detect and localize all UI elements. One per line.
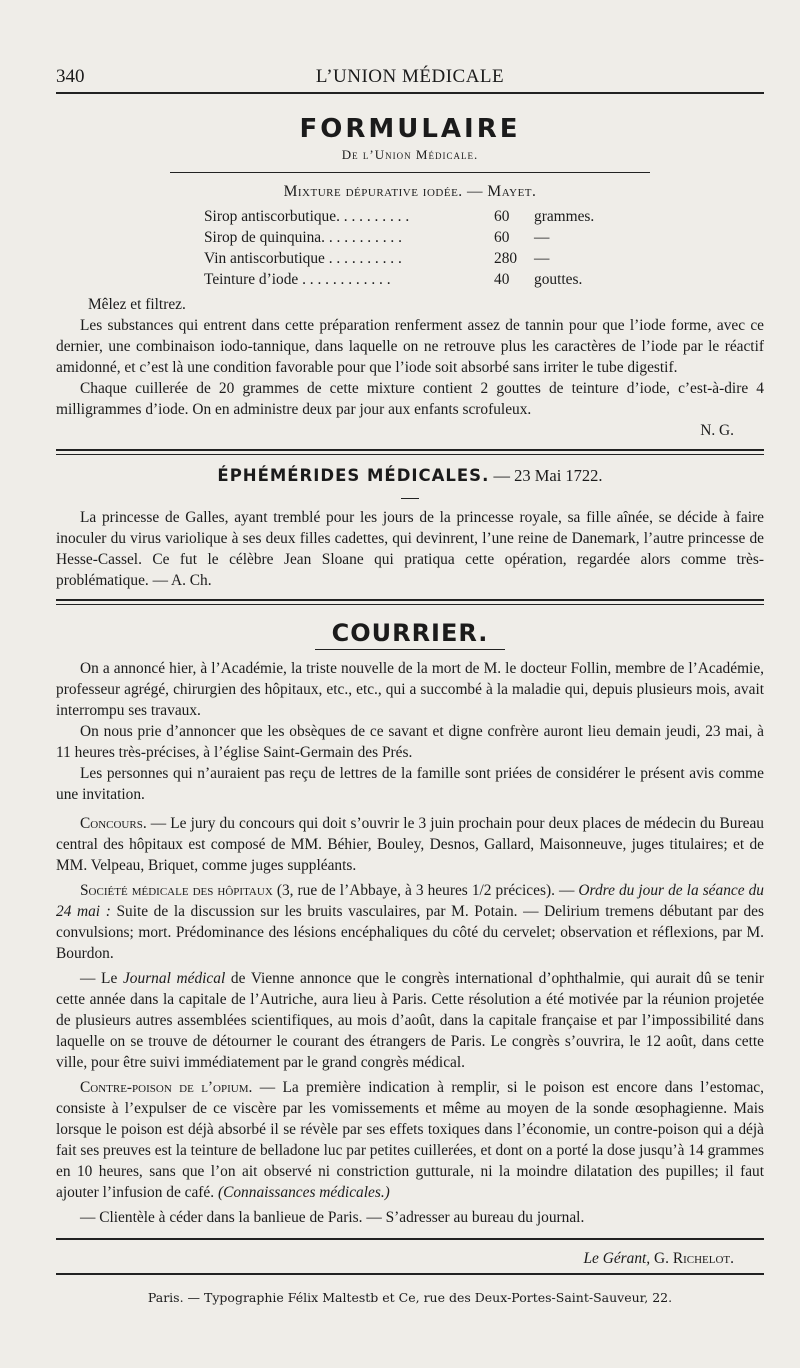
ingredient-unit: gouttes. (534, 271, 583, 288)
formulaire-subtitle: De l’Union Médicale. (341, 147, 479, 162)
societe-text: Suite de la discussion sur les bruits vasculaires, par M. Potain. — Delirium tremens débutant par des convulsions; mort. Prédominance des lésions encéphaliques du côté du cervelet; observation et réflexions, par M. Bourdon. (56, 903, 764, 962)
recipe-title: Mixture dépurative iodée. — Mayet. (283, 183, 537, 200)
ingredient-name: Sirop de quinquina. . . . . . . . . . . (204, 229, 402, 246)
ingredient-name: Teinture d’iode . . . . . . . . . . . . (204, 271, 391, 288)
ingredient-qty: 280 (494, 250, 518, 267)
societe-ordre: Ordre du jour de la séance du 24 mai : (56, 882, 765, 920)
page-number: 340 (56, 66, 85, 87)
ingredient-row (204, 248, 624, 269)
ingredient-qty: 40 (494, 271, 510, 288)
divider (401, 498, 419, 499)
journal-name: Journal médical (122, 970, 226, 987)
ingredient-row (204, 227, 624, 248)
paragraph: On nous prie d’annoncer que les obsèques de ce savant et digne confrère auront lieu demain jeudi, 23 mai, à 11 heures très-précises, à l’église Saint-Germain des Prés. (56, 723, 764, 761)
paragraph (56, 880, 764, 964)
ingredient-row (204, 269, 624, 290)
ingredient-name: Vin antiscorbutique . . . . . . . . . . (204, 250, 402, 267)
ingredient-unit: — (534, 229, 550, 246)
gerant-line (56, 1248, 764, 1269)
page-header (56, 62, 764, 94)
paragraph: On a annoncé hier, à l’Académie, la triste nouvelle de la mort de M. le docteur Follin, membre de l’Académie, professeur agrégé, chirurgien des hôpitaux, etc., etc., qui a succombé à la maladie qui, depuis plusieurs mois, avait interrompu ses travaux. (56, 660, 764, 719)
gerant-name: G. Richelot. (650, 1250, 734, 1267)
ingredient-name: Sirop antiscorbutique. . . . . . . . . . (204, 208, 410, 225)
journal-title: L’UNION MÉDICALE (315, 66, 505, 87)
journal-text: de Vienne annonce que le congrès international d’ophthalmie, qui aurait dû se tenir cette année dans la capitale de l’Autriche, aura lieu à Paris. Cette résolution a été motivée par la réunion projetée de plusieurs autres assemblées scientifiques, au mois d’août, dans la capitale française et par l’impossibilité dans laquelle on se trouve de détourner le courant des étrangers de Paris. Le congrès s’ouvrira, le 12 août, dans cette ville, pour être suivi immédiatement par le grand congrès médical. (56, 970, 764, 1071)
paragraph (56, 1077, 764, 1203)
poison-source: (Connaissances médicales.) (217, 1184, 390, 1201)
footer-divider (56, 1273, 764, 1275)
divider (170, 172, 650, 173)
ephemerides-heading (56, 465, 764, 486)
paragraph: La princesse de Galles, ayant tremblé pour les jours de la princesse royale, sa fille aînée, se décide à faire inoculer du virus variolique à ses deux filles cadettes, qui devinrent, l’une reine de Danemark, l’autre princesse de Hesse-Cassel. Ce fut le célèbre Jean Sloane qui pratiqua cette opération, regardée alors comme très-problématique. — A. Ch. (56, 509, 764, 589)
footer-divider (56, 1238, 764, 1240)
ingredient-unit: — (534, 250, 550, 267)
poison-label: Contre-poison de l’opium. (80, 1079, 253, 1096)
paragraph: — Clientèle à céder dans la banlieue de Paris. — S’adresser au bureau du journal. (80, 1209, 585, 1226)
recipe-ingredients (204, 206, 624, 290)
poison-text: — La première indication à remplir, si le poison est encore dans l’estomac, consiste à l’expulser de ce viscère par les vomissements et même au moyen de la sonde œsophagienne. Mais lorsque le poison est déjà absorbé il se révèle par ses effets toxiques dans l’économie, un contre-poison qui a déjà fait ses preuves est la teinture de belladone luc par petites cuillerées, et dont on a porté la dose jusqu’à 14 grammes en 10 heures, sans que l’on ait observé ni constriction gutturale, ni la moindre dilatation des pupilles; il faut ajouter l’infusion de café. (56, 1079, 764, 1201)
ingredient-qty: 60 (494, 208, 510, 225)
spacer (56, 805, 764, 813)
printer-imprint: Paris. — Typographie Félix Maltestb et Ce, rue des Deux-Portes-Saint-Sauveur, 22. (147, 1290, 673, 1305)
paragraph (56, 813, 764, 876)
paragraph: Les substances qui entrent dans cette préparation renferment assez de tannin pour que l’iode forme, avec ce dernier, une combinaison iodo-tannique, dans laquelle on ne retrouve plus les caractères de l’iode par le réactif amidonné, et c’est là une condition favorable pour que l’iode soit absorbé sans irriter le tube digestif. (56, 317, 764, 376)
gerant-label: Le Gérant, (583, 1250, 651, 1267)
paragraph: Les personnes qui n’auraient pas reçu de lettres de la famille sont priées de considérer le présent avis comme une invitation. (56, 765, 764, 803)
societe-text: (3, rue de l’Abbaye, à 3 heures 1/2 précices). — (272, 882, 579, 899)
page-content (56, 62, 764, 1308)
ingredient-row (204, 206, 624, 227)
ingredient-unit: grammes. (534, 208, 595, 225)
paragraph: Chaque cuillerée de 20 grammes de cette mixture contient 2 gouttes de teinture d’iode, c’est-à-dire 4 milligrammes d’iode. On en administre deux par jour aux enfants scrofuleux. (56, 380, 764, 418)
ephemerides-title: ÉPHÉMÉRIDES MÉDICALES. (217, 466, 490, 485)
section-divider (56, 449, 764, 455)
spacer (56, 650, 764, 658)
signature: N. G. (700, 422, 734, 439)
journal-pre: — Le (80, 970, 123, 987)
paragraph (56, 968, 764, 1073)
concours-label: Concours. (80, 815, 147, 832)
societe-label: Société médicale des hôpitaux (80, 882, 273, 899)
ephemerides-date: — 23 Mai 1722. (493, 466, 603, 485)
formulaire-title: FORMULAIRE (299, 114, 521, 144)
section-divider (56, 599, 764, 605)
ingredient-qty: 60 (494, 229, 510, 246)
concours-text: — Le jury du concours qui doit s’ouvrir le 3 juin prochain pour deux places de médecin du Bureau central des hôpitaux est composé de MM. Béhier, Bouley, Desnos, Gallard, Maisonneuve, juges titulaires; et de MM. Velpeau, Briquet, comme juges suppléants. (56, 815, 764, 874)
recipe-instruction: Mêlez et filtrez. (88, 296, 186, 313)
courrier-title: COURRIER. (331, 619, 489, 647)
